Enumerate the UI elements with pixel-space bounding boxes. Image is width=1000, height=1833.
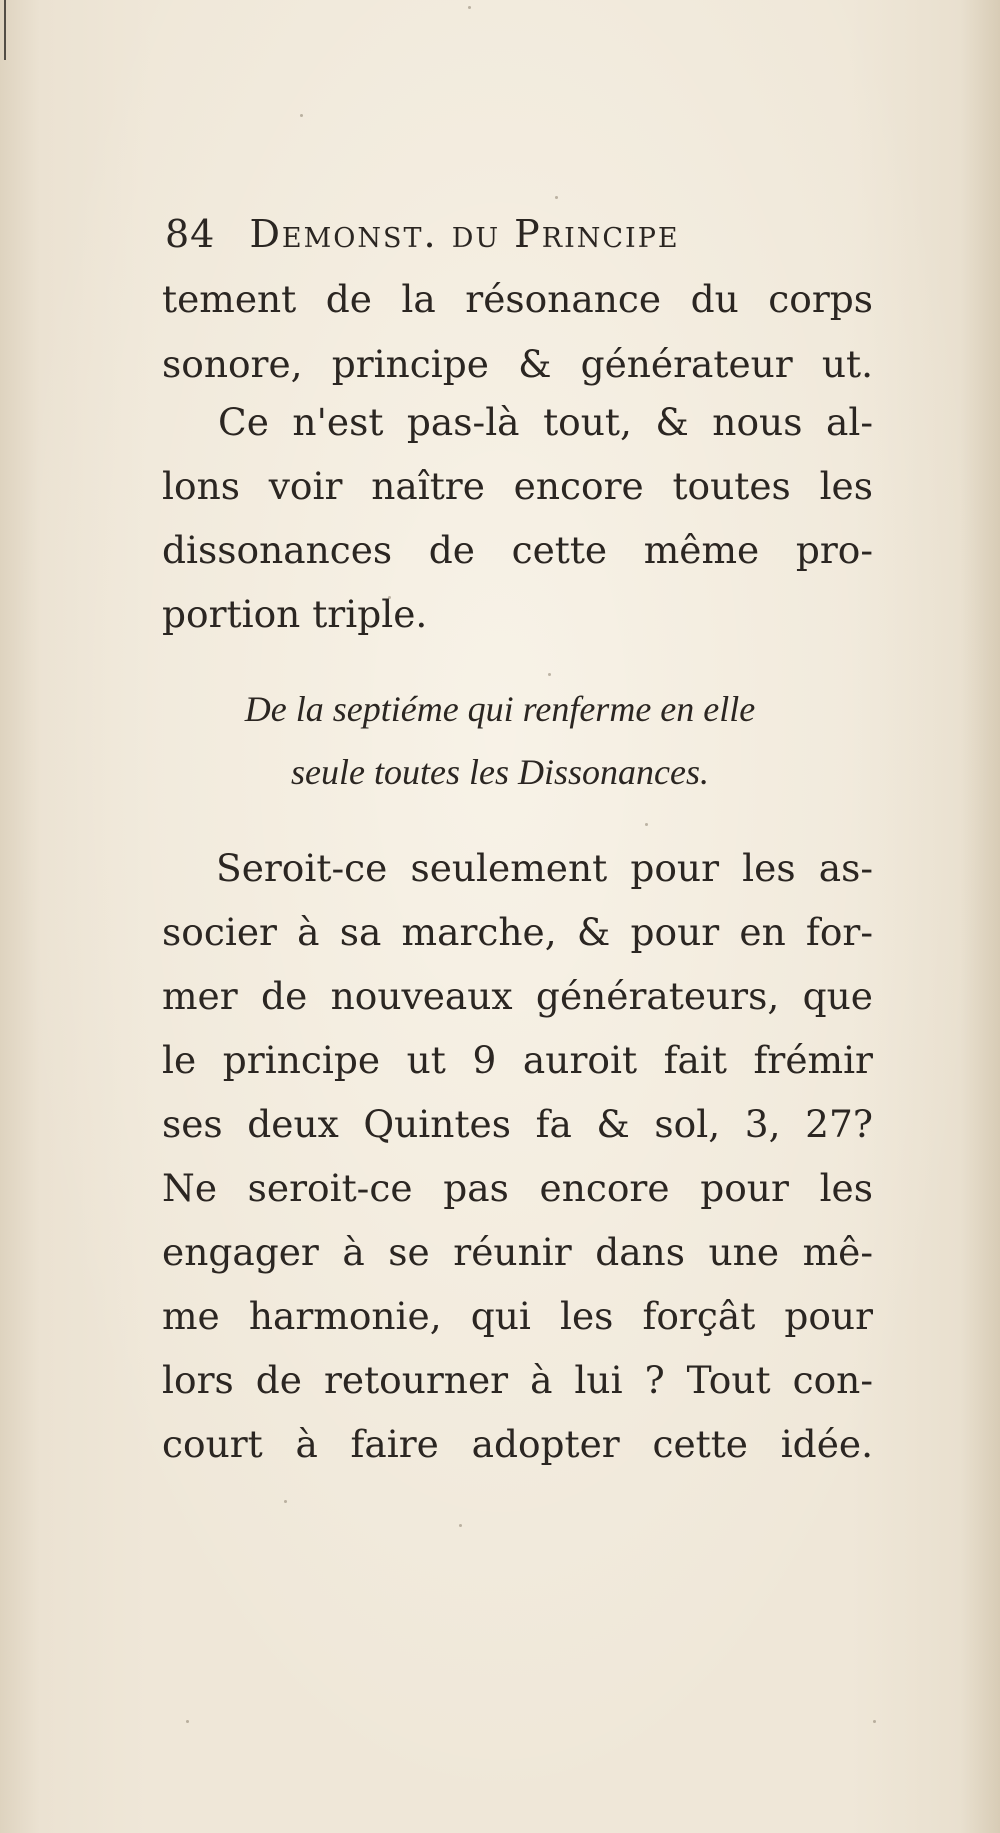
text-line: engager à se réunir dans une mê-: [162, 1230, 873, 1274]
text-line: tement de la résonance du corps: [162, 277, 873, 321]
text-line: lors de retourner à lui ? Tout con-: [162, 1358, 873, 1402]
text-line: socier à sa marche, & pour en for-: [162, 910, 873, 954]
text-line: le principe ut 9 auroit fait frémir: [162, 1038, 873, 1082]
running-header: [165, 207, 760, 261]
page-edge-line: [4, 0, 6, 60]
page-number: 84: [165, 212, 216, 256]
text-line: Ce n'est pas-là tout, & nous al-: [218, 400, 873, 444]
text-line: Seroit-ce seulement pour les as-: [216, 846, 873, 890]
text-line: court à faire adopter cette idée.: [162, 1422, 873, 1466]
text-line: Ne seroit-ce pas encore pour les: [162, 1166, 873, 1210]
section-heading-line-1: De la septiéme qui renferme en elle: [244, 689, 756, 729]
text-line: ses deux Quintes fa & sol, 3, 27?: [162, 1102, 873, 1146]
text-line: lons voir naître encore toutes les: [162, 464, 873, 508]
text-line: dissonances de cette même pro-: [162, 528, 873, 572]
text-line: me harmonie, qui les forçât pour: [162, 1294, 873, 1338]
text-line: mer de nouveaux générateurs, que: [162, 974, 873, 1018]
text-line: portion triple.: [162, 592, 428, 636]
running-title: Demonst. du Principe: [249, 212, 680, 256]
section-heading-line-2: seule toutes les Dissonances.: [291, 752, 709, 792]
text-line: sonore, principe & générateur ut.: [162, 342, 873, 386]
